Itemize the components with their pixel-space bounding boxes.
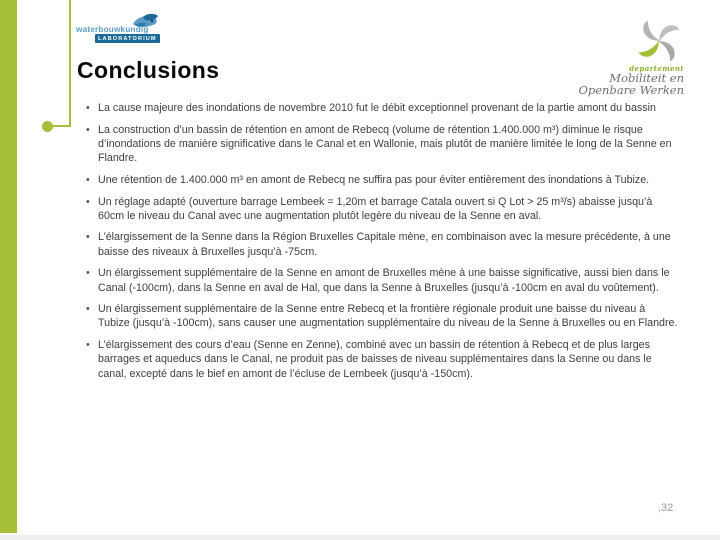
waterbouwkundig-laboratorium-logo [76, 12, 166, 44]
openbare-werken-label: Openbare Werken [578, 82, 684, 97]
bullet-item: • L’élargissement des cours d’eau (Senne en Zenne), combiné avec un bassin de rétention à Rebecq et de plus larges barrages et aqueducs dans le Canal, ne produit pas de baisses de niveau supplémentaires dans la Senne ou dans le canal, excepté dans le bief en amont de l’écluse de Lembeek (jusqu’à -150cm). [86, 338, 678, 381]
accent-vertical-line [69, 0, 71, 125]
accent-dot [42, 121, 53, 132]
left-accent-bar [0, 0, 17, 533]
pinwheel-icon [631, 18, 687, 69]
bullet-item: • Une rétention de 1.400.000 m³ en amont de Rebecq ne suffira pas pour éviter entièrement des inondations à Tubize. [86, 173, 678, 187]
bullet-item: • La construction d’un bassin de rétention en amont de Rebecq (volume de rétention 1.400.000 m³) diminue le risque d’inondations de manière significative dans le Canal et en Wallonie, mais plutôt de manière limitée le long de la Senne en Flandre. [86, 123, 678, 166]
conclusions-bullet-list [86, 101, 678, 388]
bottom-strip [0, 535, 720, 540]
accent-horizontal-line [52, 125, 71, 127]
bullet-item: • L’élargissement de la Senne dans la Région Bruxelles Capitale mène, en combinaison avec la mesure précédente, à une baisse des niveaux à Bruxelles jusqu’à -75cm. [86, 230, 678, 258]
bullet-item: • Un élargissement supplémentaire de la Senne entre Rebecq et la frontière régionale produit une baisse du niveau à Tubize (jusqu’à -100cm), sans causer une augmentation supplémentaire du niveau de la Senne à Bruxelles ou en Flandre. [86, 302, 678, 330]
laboratorium-label: LABORATORIUM [95, 34, 160, 43]
bullet-item: • Un élargissement supplémentaire de la Senne en amont de Bruxelles mène à une baisse significative, aussi bien dans le Canal (-100cm), dans la Senne en aval de Hal, que dans la Senne à Bruxelles (jusqu’à -100cm en aval du voûtement). [86, 266, 678, 294]
department-logo-text [578, 64, 684, 96]
departement-label: departement [629, 64, 684, 73]
mobiliteit-label: Mobiliteit en [609, 71, 684, 85]
page-number: ,32 [658, 502, 674, 514]
waterbouwkundig-wordmark: waterbouwkundig [76, 25, 149, 34]
bullet-item: • Un réglage adapté (ouverture barrage Lembeek = 1,20m et barrage Catala ouvert si Q Lot > 25 m³/s) abaisse jusqu’à 60cm le niveau du Canal avec une augmentation plutôt legère du niveau de la Senne en aval. [86, 195, 678, 223]
bullet-item: • La cause majeure des inondations de novembre 2010 fut le débit exceptionnel provenant de la partie amont du bassin [86, 101, 678, 115]
department-mow-logo [578, 14, 690, 100]
page-title: Conclusions [77, 57, 220, 83]
